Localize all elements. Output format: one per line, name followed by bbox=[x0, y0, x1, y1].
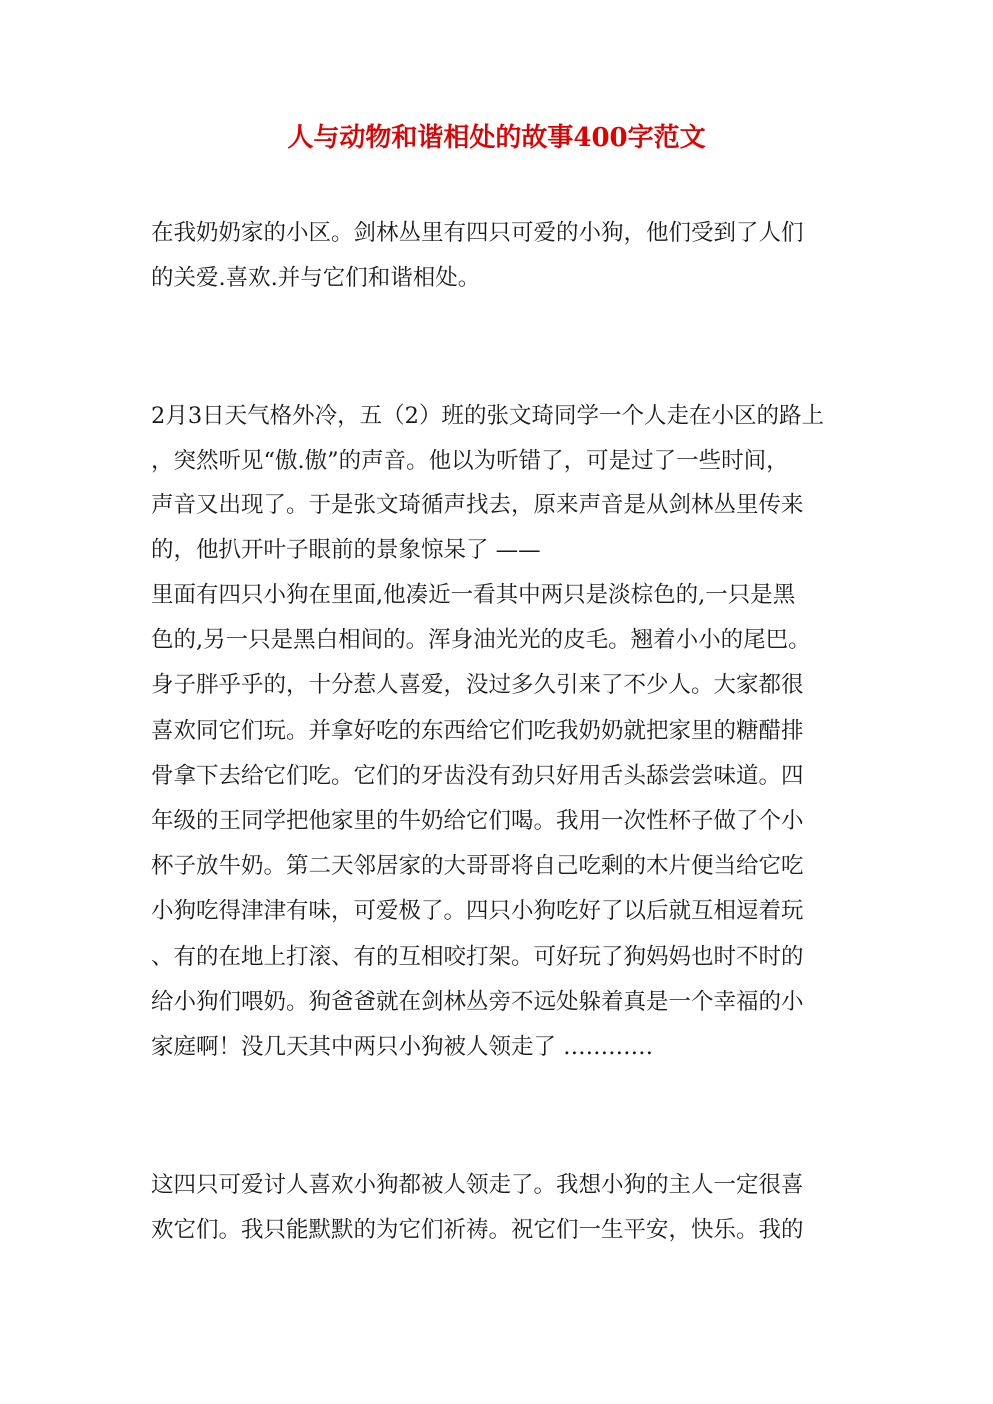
paragraph-3-line-2: 欢它们。我只能默默的为它们祈祷。祝它们一生平安，快乐。我的 bbox=[151, 1217, 804, 1243]
document-title: 人与动物和谐相处的故事400字范文 bbox=[287, 123, 706, 153]
paragraph-2-line-3: 声音又出现了。于是张文琦循声找去，原来声音是从剑林丛里传来 bbox=[151, 492, 804, 518]
paragraph-1-line-2: 的关爱.喜欢.并与它们和谐相处。 bbox=[151, 265, 481, 291]
paragraph-2-line-4: 的，他扒开叶子眼前的景象惊呆了 —— bbox=[151, 537, 541, 563]
paragraph-2-line-10: 年级的王同学把他家里的牛奶给它们喝。我用一次性杯子做了个小 bbox=[151, 808, 804, 834]
paragraph-3-line-1: 这四只可爱讨人喜欢小狗都被人领走了。我想小狗的主人一定很喜 bbox=[151, 1172, 804, 1198]
paragraph-2-line-9: 骨拿下去给它们吃。它们的牙齿没有劲只好用舌头舔尝尝味道。四 bbox=[151, 763, 804, 789]
paragraph-2-line-12: 小狗吃得津津有味，可爱极了。四只小狗吃好了以后就互相逗着玩 bbox=[151, 898, 804, 924]
paragraph-1-line-1: 在我奶奶家的小区。剑林丛里有四只可爱的小狗，他们受到了人们 bbox=[151, 220, 804, 246]
paragraph-2-line-7: 身子胖乎乎的，十分惹人喜爱，没过多久引来了不少人。大家都很 bbox=[151, 672, 804, 698]
paragraph-2-line-13: 、有的在地上打滚、有的互相咬打架。可好玩了狗妈妈也时不时的 bbox=[151, 944, 804, 970]
paragraph-2-line-1: 2月3日天气格外冷，五（2）班的张文琦同学一个人走在小区的路上 bbox=[151, 403, 824, 429]
paragraph-2-line-14: 给小狗们喂奶。狗爸爸就在剑林丛旁不远处躲着真是一个幸福的小 bbox=[151, 989, 804, 1015]
paragraph-2-line-11: 杯子放牛奶。第二天邻居家的大哥哥将自己吃剩的木片便当给它吃 bbox=[151, 853, 804, 879]
paragraph-2-line-2: ，突然听见“傲.傲”的声音。他以为听错了，可是过了一些时间， bbox=[151, 448, 789, 474]
paragraph-2-line-5: 里面有四只小狗在里面,他凑近一看其中两只是淡棕色的,一只是黑 bbox=[151, 582, 796, 608]
paragraph-2-line-15: 家庭啊！没几天其中两只小狗被人领走了 ………… bbox=[151, 1034, 654, 1060]
paragraph-2-line-6: 色的,另一只是黑白相间的。浑身油光光的皮毛。翘着小小的尾巴。 bbox=[151, 627, 811, 653]
paragraph-2-line-8: 喜欢同它们玩。并拿好吃的东西给它们吃我奶奶就把家里的糖醋排 bbox=[151, 718, 804, 744]
